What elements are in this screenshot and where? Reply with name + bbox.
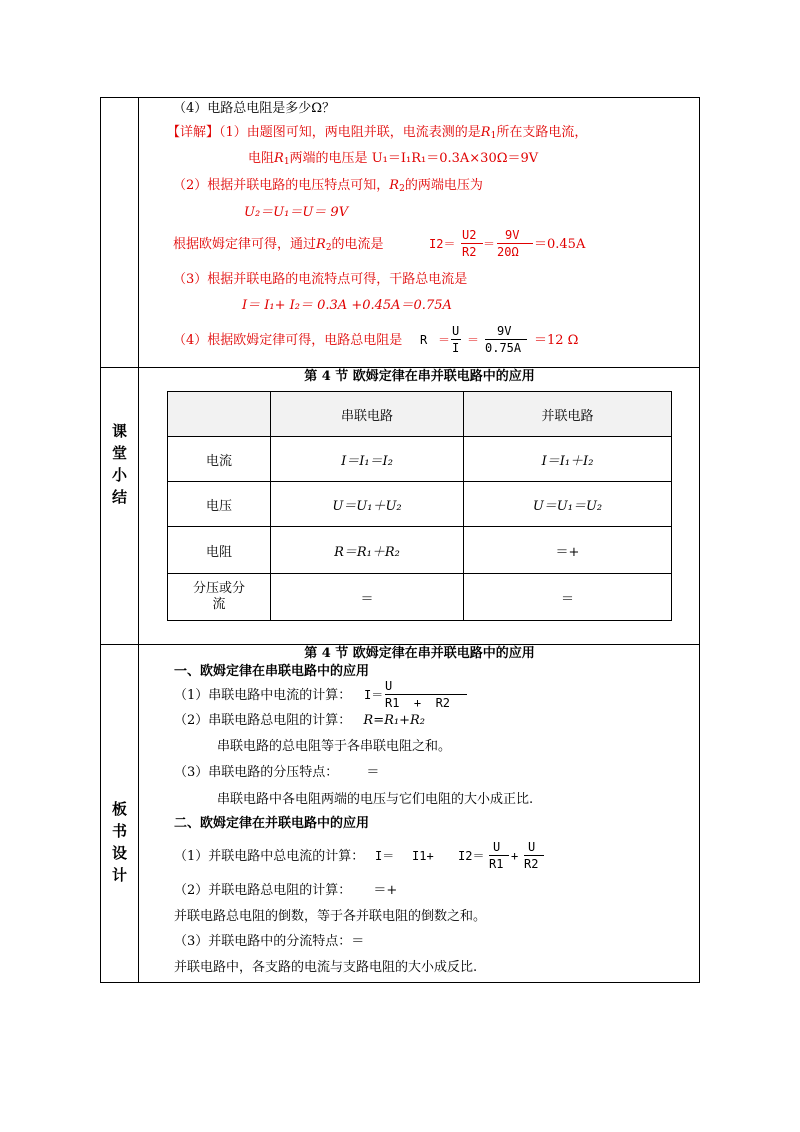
total-r-label: R	[420, 333, 428, 347]
series-voltage-note: 串联电路中各电阻两端的电压与它们电阻的大小成正比.	[217, 792, 534, 807]
detail-line-3: （2）根据并联电路的电压特点可知，$R_2$的两端电压为	[173, 178, 483, 194]
detail-tag: 【详解】	[167, 125, 220, 140]
fraction-u-r2: U R2	[524, 840, 544, 872]
parallel-current-split-note: 并联电路中，各支路的电流与支路电阻的大小成反比.	[174, 960, 478, 975]
parallel-resistance-line: （2）并联电路总电阻的计算： ＝+	[174, 883, 398, 898]
fraction-u2-r2: U2 R2	[461, 228, 483, 260]
fraction-series-current: U R1 + R2	[385, 679, 467, 711]
fraction-9v-20ohm: 9V 20Ω	[497, 228, 533, 260]
row-divider-1	[101, 367, 699, 368]
fraction-u-r1: U R1	[489, 840, 509, 872]
summary-table	[167, 391, 672, 621]
fraction-9v-075a: 9V 0.75A	[485, 324, 527, 356]
i2-label: I2＝	[429, 237, 456, 251]
total-r-result: ＝12 Ω	[534, 333, 579, 348]
fraction-u-i: U I	[452, 324, 460, 355]
parallel-resistance-note: 并联电路总电阻的倒数，等于各并联电阻的倒数之和。	[174, 909, 487, 924]
parallel-current-line: （1）并联电路中总电流的计算：	[174, 849, 365, 864]
detail-line-1: 【详解】（1）由题图可知，两电阻并联，电流表测的是$R_1$所在支路电流，	[167, 125, 588, 141]
lesson-table: （4）电路总电阻是多少Ω？ 【详解】（1）由题图可知，两电阻并联，电流表测的是$R_1$所在支路电流， 电阻$R_1$两端的电压是 U₁＝I₁R₁＝0.3A×30Ω＝9V （2）根据并联电路的电压特点可知，$R_2$的两端电压为 U₂＝U₁＝U＝ 9V 根据欧姆定律可得，通过$R_2$的电流是 I2＝ U2 R2 ＝ 9V 20Ω ＝0.45A （3）根据并联电路的电流特点可得，干路总电流是 I＝ I₁+ I₂＝ 0.3A +0.45A＝0.75A （4）根据欧姆定律可得，电路总电阻是 R ＝ U I ＝ 9V 0.75A ＝12 Ω 课 堂 小 结 第 4 节 欧姆定律在串并联电路中的应用 串联电路 并联电路 电流 I＝I₁＝I₂ I＝I₁＋I₂ 电压 U＝U₁＋U₂ U＝U₁＝U₂ 电阻 R＝R₁＋R₂ ＝+ 分压或分流 ＝ ＝ 板 书 设 计 第 4 节 欧姆定律在串并联电路中的应用 一、欧姆定律在串联电路中的应用 （1）串联电路中电流的计算： I＝ U R1 + R2 （2）串联电路总电阻的计算： R=R₁+R₂ 串联电路的总电阻等于各串联电阻之和。 （3）串联电路的分压特点： ＝ 串联电路中各电阻两端的电压与它们电阻的大小成正比. 二、欧姆定律在并联电路中的应用 （1）并联电路中总电流的计算： I＝ I1+ I2＝ U R1 + U R2 （2）并联电路总电阻的计算： ＝+ 并联电路总电阻的倒数，等于各并联电阻的倒数之和。 （3）并联电路中的分流特点：＝ 并联电路中，各支路的电流与支路电阻的大小成反比.	[100, 97, 700, 983]
detail-line-2: 电阻$R_1$两端的电压是 U₁＝I₁R₁＝0.3A×30Ω＝9V	[248, 151, 539, 167]
detail-line-4: U₂＝U₁＝U＝ 9V	[244, 205, 349, 220]
header-parallel: 并联电路	[464, 392, 672, 437]
series-current-line: （1）串联电路中电流的计算：	[174, 688, 352, 703]
series-resistance-note: 串联电路的总电阻等于各串联电阻之和。	[217, 739, 452, 754]
detail-line-5: 根据欧姆定律可得，通过$R_2$的电流是	[173, 237, 384, 253]
column-divider	[138, 98, 139, 982]
summary-side-label: 课 堂 小 结	[111, 422, 127, 506]
detail-line-8: （4）根据欧姆定律可得，电路总电阻是	[173, 333, 403, 348]
board-title: 第 4 节 欧姆定律在串并联电路中的应用	[304, 646, 535, 661]
board-heading-1: 一、欧姆定律在串联电路中的应用	[174, 664, 370, 679]
board-side-label: 板 书 设 计	[111, 800, 127, 884]
table-row: 电阻 R＝R₁＋R₂ ＝+	[168, 527, 672, 574]
series-resistance-line: （2）串联电路总电阻的计算： R=R₁+R₂	[174, 713, 425, 728]
table-row: 电流 I＝I₁＝I₂ I＝I₁＋I₂	[168, 437, 672, 482]
header-blank	[168, 392, 271, 437]
parallel-current-split-line: （3）并联电路中的分流特点：＝	[174, 934, 365, 949]
board-heading-2: 二、欧姆定律在并联电路中的应用	[174, 816, 370, 831]
table-row: 分压或分流 ＝ ＝	[168, 574, 672, 621]
series-voltage-line: （3）串联电路的分压特点： ＝	[174, 765, 380, 780]
detail-line-6: （3）根据并联电路的电流特点可得，干路总电流是	[173, 272, 468, 287]
header-series: 串联电路	[271, 392, 464, 437]
table-row: 电压 U＝U₁＋U₂ U＝U₁＝U₂	[168, 482, 672, 527]
detail-line-7: I＝ I₁+ I₂＝ 0.3A +0.45A＝0.75A	[242, 298, 452, 313]
row-divider-2	[101, 644, 699, 645]
question-4: （4）电路总电阻是多少Ω？	[173, 101, 336, 116]
summary-title: 第 4 节 欧姆定律在串并联电路中的应用	[304, 369, 535, 384]
i2-result: ＝0.45A	[534, 237, 586, 252]
